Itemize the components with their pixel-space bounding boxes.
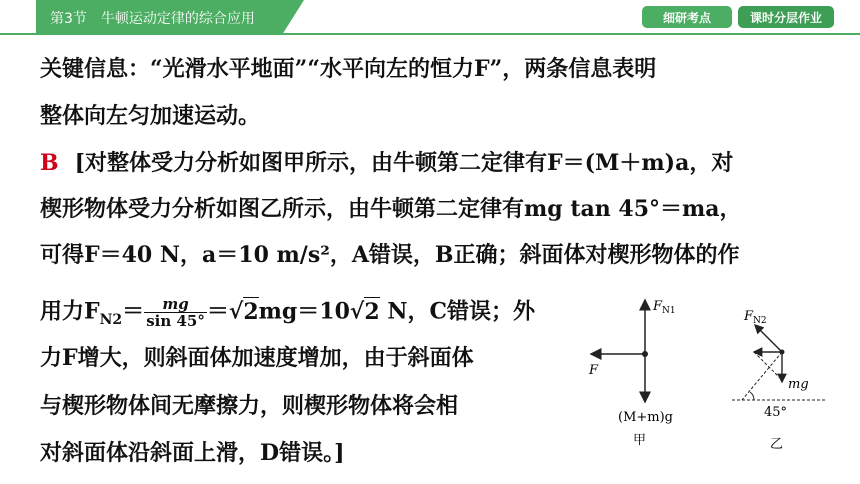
sqrt-radicand-2: 2 [364,298,380,325]
f-label: F [589,363,599,378]
solution-line-5: 力F增大，则斜面体加速度增加，由于斜面体 [40,345,474,371]
fraction-numerator: mg [144,296,207,313]
fraction [144,296,207,329]
solution-line-4 [40,296,535,335]
key-info-line-1 [40,54,656,84]
solution-line-1 [40,148,733,178]
solution-text-4-tail: N，C错误；外 [379,298,535,325]
angle-arc [750,392,754,400]
force-diagram-jia [575,290,705,460]
sqrt-part-2: mg＝10√ [258,298,365,325]
solution-line-3: 可得F＝40 N，a＝10 m/s²，A错误，B正确；斜面体对楔形物体的作 [40,242,740,268]
answer-letter: B [40,150,59,176]
section-title [50,8,269,28]
header-bar [0,0,860,34]
tab-keshi-zuoye[interactable]: 课时分层作业 [738,6,834,28]
force-symbol: 用力F [40,298,100,325]
incline-line [742,352,782,400]
sqrt-radicand-1: 2 [243,298,259,325]
center-point [642,351,648,357]
solution-text-1: [对整体受力分析如图甲所示，由牛顿第二定律有F＝(M＋m)a，对 [74,150,734,176]
sqrt-part-1: ＝√ [206,298,244,325]
caption-yi: 乙 [770,437,784,452]
weight-label: (M+m)g [618,410,673,425]
fraction-denominator: sin 45° [146,312,205,330]
angle-label: 45° [764,405,788,420]
fn2-arrow [755,325,782,352]
wedge-point [780,350,785,355]
fn1-label: $F_{N1}$ [653,299,676,316]
caption-jia: 甲 [633,433,647,448]
solution-line-2: 楔形物体受力分析如图乙所示，由牛顿第二定律有mg tan 45°＝ma， [40,196,742,222]
dashed-component [754,352,782,380]
fn2-label: $F_{N2}$ [744,309,767,326]
header-divider [0,33,860,35]
force-subscript: N2 [99,311,123,328]
key-info-text-1: “光滑水平地面”“水平向左的恒力F”，两条信息表明 [150,56,657,82]
tab-xiyan-kaodian[interactable]: 细研考点 [642,6,732,28]
solution-line-7: 对斜面体沿斜面上滑，D错误。] [40,440,345,466]
mg-label: mg [788,377,809,392]
key-info-label: 关键信息： [40,56,151,82]
section-name: 牛顿运动定律的综合应用 [100,11,255,27]
solution-line-6: 与楔形物体间无摩擦力，则楔形物体将会相 [40,393,459,419]
section-number: 第3节 [50,11,87,27]
force-diagram-yi [730,300,840,460]
key-info-line-2: 整体向左匀加速运动。 [40,103,261,129]
equals-sign: ＝ [122,298,145,325]
